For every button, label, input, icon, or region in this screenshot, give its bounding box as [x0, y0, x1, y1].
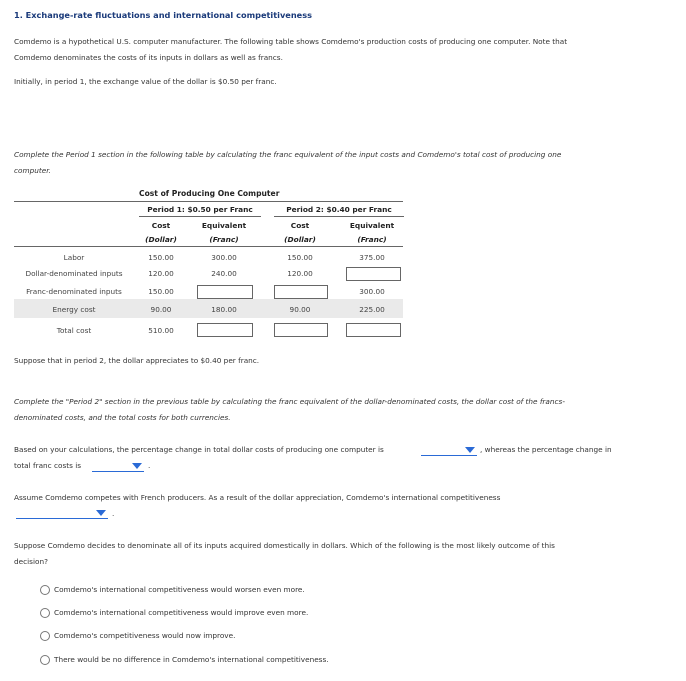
- instruction-1-line-2: computer.: [14, 166, 51, 175]
- dropdown-underline: [16, 518, 108, 519]
- q3-line-1: Suppose Comdemo decides to denominate all of its inputs acquired domestically in dollars. Which of the following is the most likely outcome of this: [14, 541, 555, 550]
- instruction-1-line-1: Complete the Period 1 section in the following table by calculating the franc equivalent of the input costs and Comdemo's total cost of producing one: [14, 150, 562, 159]
- dollar-inputs-p1-cost: 120.00: [148, 269, 174, 278]
- q2-end: .: [112, 509, 115, 518]
- dropdown-arrow-icon: [132, 463, 142, 469]
- col-franc-p2: (Franc): [357, 235, 387, 244]
- energy-p1-equiv: 180.00: [211, 305, 237, 314]
- radio-circle[interactable]: [40, 631, 50, 641]
- period1-rule: [139, 216, 261, 217]
- franc-inputs-p1-equiv-input[interactable]: [197, 285, 253, 299]
- franc-inputs-p2-cost-input[interactable]: [274, 285, 328, 299]
- dollar-change-dropdown[interactable]: [421, 444, 477, 456]
- labor-p1-equiv: 300.00: [211, 253, 237, 262]
- dropdown-underline: [92, 471, 144, 472]
- labor-p2-equiv: 375.00: [359, 253, 385, 262]
- col-equiv-p1: Equivalent: [201, 221, 247, 230]
- col-dollar-p2: (Dollar): [284, 235, 316, 244]
- row-label-energy: Energy cost: [52, 305, 96, 314]
- dollar-inputs-p1-equiv: 240.00: [211, 269, 237, 278]
- row-label-franc-inputs: Franc-denominated inputs: [26, 287, 122, 296]
- period2-rule: [274, 216, 404, 217]
- labor-p1-cost: 150.00: [148, 253, 174, 262]
- q1-end: .: [148, 461, 151, 470]
- initial-rate-text: Initially, in period 1, the exchange value of the dollar is $0.50 per franc.: [14, 77, 277, 86]
- radio-circle[interactable]: [40, 655, 50, 665]
- option-no-difference[interactable]: [40, 654, 440, 668]
- dollar-inputs-p2-equiv-input[interactable]: [346, 267, 401, 281]
- col-cost-p1: Cost: [151, 221, 171, 230]
- header-bottom-rule: [14, 246, 403, 247]
- option-improve-more[interactable]: [40, 607, 440, 621]
- energy-p1-cost: 90.00: [150, 305, 172, 314]
- total-p2-equiv-input[interactable]: [346, 323, 401, 337]
- intro-line-1: Comdemo is a hypothetical U.S. computer manufacturer. The following table shows Comdemo's production costs of producing one computer. Note that: [14, 37, 568, 46]
- q1-text-part2: , whereas the percentage change in: [480, 445, 612, 454]
- labor-p2-cost: 150.00: [287, 253, 313, 262]
- col-dollar-p1: (Dollar): [145, 235, 177, 244]
- option-improve[interactable]: [40, 630, 440, 644]
- dropdown-arrow-icon: [96, 510, 106, 516]
- row-label-labor: Labor: [63, 253, 85, 262]
- row-label-dollar-inputs: Dollar-denominated inputs: [25, 269, 123, 278]
- dropdown-arrow-icon: [465, 447, 475, 453]
- option-label: Comdemo's competitiveness would now improve.: [54, 631, 236, 640]
- competitiveness-dropdown[interactable]: [16, 507, 108, 519]
- intro-line-2: Comdemo denominates the costs of its inputs in dollars as well as francs.: [14, 53, 283, 62]
- franc-change-dropdown[interactable]: [92, 460, 144, 472]
- option-label: Comdemo's international competitiveness would worsen even more.: [54, 585, 305, 594]
- option-worsen[interactable]: [40, 584, 440, 598]
- col-franc-p1: (Franc): [209, 235, 239, 244]
- col-equiv-p2: Equivalent: [349, 221, 395, 230]
- dropdown-underline: [421, 455, 477, 456]
- q1-text-part3: total franc costs is: [14, 461, 82, 470]
- instruction-2-line-2: denominated costs, and the total costs for both currencies.: [14, 413, 231, 422]
- radio-circle[interactable]: [40, 608, 50, 618]
- q3-line-2: decision?: [14, 557, 48, 566]
- row-label-total: Total cost: [56, 326, 92, 335]
- q1-text-part1: Based on your calculations, the percentage change in total dollar costs of producing one computer is: [14, 445, 384, 454]
- option-label: Comdemo's international competitiveness would improve even more.: [54, 608, 309, 617]
- instruction-2-line-1: Complete the "Period 2" section in the previous table by calculating the franc equivalent of the dollar-denominated costs, the dollar cost of the francs-: [14, 397, 565, 406]
- option-label: There would be no difference in Comdemo's international competitiveness.: [54, 655, 329, 664]
- franc-inputs-p2-equiv: 300.00: [359, 287, 385, 296]
- franc-inputs-p1-cost: 150.00: [148, 287, 174, 296]
- total-p1-equiv-input[interactable]: [197, 323, 253, 337]
- q2-text: Assume Comdemo competes with French producers. As a result of the dollar appreciation, Comdemo's international competitiveness: [14, 493, 501, 502]
- table-top-rule: [14, 201, 403, 202]
- period2-header: Period 2: $0.40 per Franc: [286, 205, 392, 214]
- suppose-text: Suppose that in period 2, the dollar appreciates to $0.40 per franc.: [14, 356, 260, 365]
- total-p2-cost-input[interactable]: [274, 323, 328, 337]
- table-caption: Cost of Producing One Computer: [139, 189, 280, 198]
- col-cost-p2: Cost: [290, 221, 310, 230]
- energy-p2-equiv: 225.00: [359, 305, 385, 314]
- period1-header: Period 1: $0.50 per Franc: [147, 205, 253, 214]
- dollar-inputs-p2-cost: 120.00: [287, 269, 313, 278]
- question-title: 1. Exchange-rate fluctuations and international competitiveness: [14, 10, 312, 20]
- total-p1-cost: 510.00: [148, 326, 174, 335]
- radio-circle[interactable]: [40, 585, 50, 595]
- energy-p2-cost: 90.00: [289, 305, 311, 314]
